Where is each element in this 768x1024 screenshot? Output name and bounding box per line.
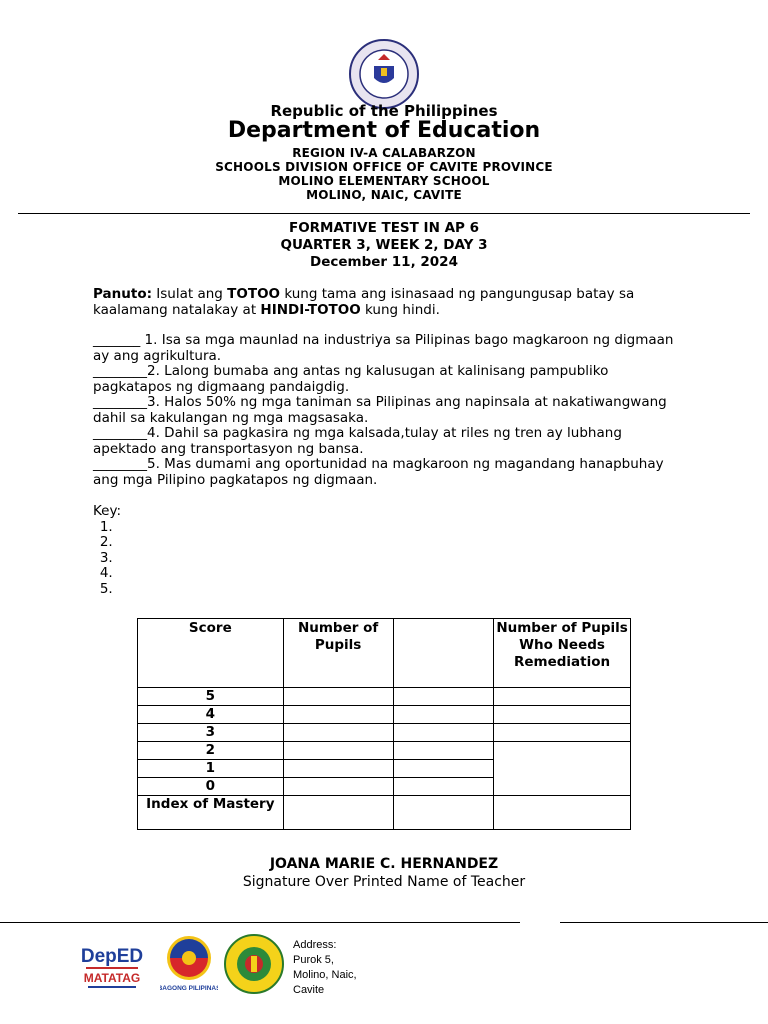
division-line: SCHOOLS DIVISION OFFICE OF CAVITE PROVINCE: [215, 160, 553, 174]
address-line: Cavite: [293, 984, 325, 996]
instructions-text: kung hindi.: [360, 301, 440, 318]
question-item-2: ________2. Lalong bumaba ang antas ng kalusugan at kalinisang pampubliko pagkatapos ng digmaang pandaigdig.: [93, 363, 609, 395]
department-title: Department of Education: [227, 118, 541, 143]
signature-caption: Signature Over Printed Name of Teacher: [242, 874, 526, 890]
key-item: [117, 551, 121, 567]
table-cell: [393, 796, 494, 830]
test-quarter: QUARTER 3, WEEK 2, DAY 3: [280, 237, 488, 253]
table-cell: [283, 760, 393, 778]
header-divider: [18, 213, 750, 214]
table-cell: [494, 706, 631, 724]
deped-seal-logo: [348, 38, 420, 110]
key-item: [117, 535, 121, 551]
index-of-mastery-label: Index of Mastery: [138, 796, 284, 830]
score-cell: 2: [138, 742, 284, 760]
instructions: [93, 287, 683, 318]
footer-divider: [560, 922, 768, 923]
hindi-totoo-keyword: HINDI-TOTOO: [260, 301, 361, 318]
question-item-3: ________3. Halos 50% ng mga taniman sa Pilipinas ang napinsala at nakatiwangwang dahil sa kakulangan ng mga magsasaka.: [93, 394, 667, 426]
table-cell: [283, 706, 393, 724]
score-cell: 5: [138, 688, 284, 706]
score-cell: 0: [138, 778, 284, 796]
pupils-header: Number of Pupils: [283, 619, 393, 688]
remediation-header: Number of Pupils Who Needs Remediation: [494, 619, 631, 688]
region-line: REGION IV-A CALABARZON: [292, 146, 476, 160]
table-cell: [494, 688, 631, 706]
svg-text:DepED: DepED: [80, 946, 144, 967]
instructions-text: kung tama ang isinasaad ng pangungusap batay sa kaalamang natalakay at: [93, 286, 635, 318]
svg-text:BAGONG PILIPINAS: BAGONG PILIPINAS: [160, 985, 218, 992]
address-label: Address:: [293, 939, 337, 951]
table-cell: [393, 760, 494, 778]
instructions-text: Isulat ang: [152, 286, 228, 302]
table-cell: [283, 742, 393, 760]
table-cell: [393, 688, 494, 706]
score-cell: 1: [138, 760, 284, 778]
school-logo: [224, 934, 284, 994]
table-cell: [393, 724, 494, 742]
key-label: Key:: [93, 503, 122, 519]
table-cell: [393, 706, 494, 724]
teacher-name: JOANA MARIE C. HERNANDEZ: [269, 856, 499, 872]
school-address: [293, 938, 413, 998]
key-item: [117, 582, 121, 598]
key-item: [117, 566, 121, 582]
table-cell: [283, 724, 393, 742]
svg-text:MATATAG: MATATAG: [83, 971, 141, 985]
republic-heading: Republic of the Philippines: [270, 102, 498, 120]
question-list: [93, 333, 683, 488]
location-line: MOLINO, NAIC, CAVITE: [306, 188, 462, 202]
table-cell: [393, 778, 494, 796]
blank-header: [393, 619, 494, 688]
bagong-pilipinas-logo: [160, 934, 218, 994]
question-item-1: _______ 1. Isa sa mga maunlad na industriya sa Pilipinas bago magkaroon ng digmaan ay ang agrikultura.: [93, 332, 674, 364]
instructions-label: Panuto:: [93, 286, 152, 302]
table-cell: [494, 796, 631, 830]
score-table: [137, 618, 631, 830]
footer-divider: [0, 922, 520, 923]
key-item: [117, 520, 121, 536]
table-cell: [283, 778, 393, 796]
question-item-5: ________5. Mas dumami ang oportunidad na magkaroon ng magandang hanapbuhay ang mga Pilipino pagkatapos ng digmaan.: [93, 456, 664, 488]
score-cell: 4: [138, 706, 284, 724]
table-cell: [494, 724, 631, 742]
address-line: Molino, Naic,: [293, 969, 357, 981]
answer-key: [93, 504, 121, 597]
address-line: Purok 5,: [293, 954, 334, 966]
score-header: Score: [138, 619, 284, 688]
deped-matatag-logo: [78, 938, 146, 994]
test-title: FORMATIVE TEST IN AP 6: [288, 220, 480, 236]
table-cell: [494, 742, 631, 796]
question-item-4: ________4. Dahil sa pagkasira ng mga kalsada,tulay at riles ng tren ay lubhang apektado ang transportasyon ng bansa.: [93, 425, 622, 457]
table-cell: [283, 796, 393, 830]
school-line: MOLINO ELEMENTARY SCHOOL: [278, 174, 490, 188]
test-date: December 11, 2024: [310, 254, 458, 270]
table-cell: [393, 742, 494, 760]
totoo-keyword: TOTOO: [227, 286, 281, 302]
table-cell: [283, 688, 393, 706]
key-list: [93, 520, 121, 598]
score-cell: 3: [138, 724, 284, 742]
